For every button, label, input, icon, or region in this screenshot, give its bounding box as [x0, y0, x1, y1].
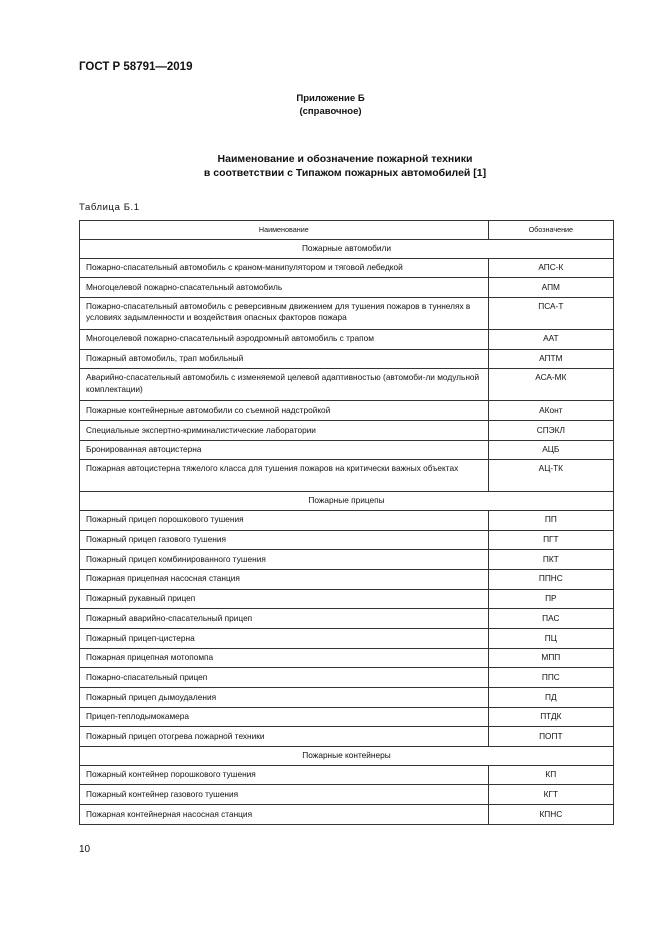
- equipment-code-cell: ПКТ: [488, 550, 613, 570]
- equipment-name-cell: Пожарный прицеп газового тушения: [80, 530, 489, 550]
- equipment-name-cell: Пожарно-спасательный автомобиль с реверсивным движением для тушения пожаров в туннелях в условиях задымленности и воздействия опасных факторов пожара: [80, 297, 489, 329]
- column-header-code: Обозначение: [488, 221, 613, 240]
- equipment-name-cell: Пожарная прицепная насосная станция: [80, 569, 489, 589]
- table-row: [80, 688, 614, 708]
- equipment-name-cell: Пожарный прицеп отогрева пожарной техники: [80, 727, 489, 747]
- table-row: [80, 765, 614, 785]
- table-row: [80, 297, 614, 329]
- equipment-name-cell: Прицеп-теплодымокамера: [80, 707, 489, 727]
- table-row: [80, 510, 614, 530]
- equipment-code-cell: ПСА-Т: [488, 297, 613, 329]
- equipment-name-cell: Пожарный автомобиль, трап мобильный: [80, 349, 489, 369]
- table-caption: Таблица Б.1: [79, 202, 140, 213]
- document-code: ГОСТ Р 58791—2019: [79, 61, 193, 73]
- table-row: [80, 369, 614, 401]
- table-row: [80, 804, 614, 824]
- equipment-table: [79, 220, 614, 825]
- equipment-code-cell: МПП: [488, 648, 613, 668]
- equipment-code-cell: КПНС: [488, 804, 613, 824]
- equipment-code-cell: КП: [488, 765, 613, 785]
- table-row: [80, 258, 614, 278]
- equipment-name-cell: Пожарная контейнерная насосная станция: [80, 804, 489, 824]
- page-title: [150, 152, 540, 180]
- table-section-row: [80, 492, 614, 511]
- section-title: Пожарные автомобили: [80, 240, 614, 259]
- equipment-name-cell: Пожарный прицеп комбинированного тушения: [80, 550, 489, 570]
- table-header-row: [80, 221, 614, 240]
- equipment-name-cell: Многоцелевой пожарно-спасательный автомобиль: [80, 278, 489, 298]
- equipment-name-cell: Пожарный контейнер порошкового тушения: [80, 765, 489, 785]
- equipment-name-cell: Пожарный прицеп дымоудаления: [80, 688, 489, 708]
- equipment-code-cell: ПОПТ: [488, 727, 613, 747]
- table-row: [80, 420, 614, 440]
- equipment-code-cell: АПТМ: [488, 349, 613, 369]
- equipment-name-cell: Пожарный контейнер газового тушения: [80, 785, 489, 805]
- equipment-name-cell: Специальные экспертно-криминалистические лаборатории: [80, 420, 489, 440]
- appendix-note: (справочное): [299, 106, 362, 117]
- equipment-code-cell: ПЦ: [488, 628, 613, 648]
- equipment-code-cell: ПГТ: [488, 530, 613, 550]
- table-row: [80, 278, 614, 298]
- table-row: [80, 648, 614, 668]
- equipment-name-cell: Бронированная автоцистерна: [80, 440, 489, 460]
- table-row: [80, 609, 614, 629]
- table-row: [80, 329, 614, 349]
- page-title-line-2: в соответствии с Типажом пожарных автомобилей [1]: [203, 167, 487, 179]
- table-row: [80, 727, 614, 747]
- equipment-code-cell: ААТ: [488, 329, 613, 349]
- equipment-code-cell: СПЭКЛ: [488, 420, 613, 440]
- table-section-row: [80, 747, 614, 766]
- equipment-code-cell: АСА-МК: [488, 369, 613, 401]
- equipment-code-cell: ПД: [488, 688, 613, 708]
- equipment-code-cell: АЦ-ТК: [488, 460, 613, 492]
- equipment-name-cell: Пожарный рукавный прицеп: [80, 589, 489, 609]
- table-row: [80, 569, 614, 589]
- table-row: [80, 440, 614, 460]
- page-title-line-1: Наименование и обозначение пожарной техники: [217, 153, 473, 165]
- column-header-name: Наименование: [80, 221, 489, 240]
- equipment-name-cell: Пожарная прицепная мотопомпа: [80, 648, 489, 668]
- equipment-name-cell: Пожарный аварийно-спасательный прицеп: [80, 609, 489, 629]
- equipment-name-cell: Пожарная автоцистерна тяжелого класса для тушения пожаров на критически важных объектах: [80, 460, 489, 492]
- equipment-name-cell: Пожарный прицеп-цистерна: [80, 628, 489, 648]
- equipment-name-cell: Многоцелевой пожарно-спасательный аэродромный автомобиль с трапом: [80, 329, 489, 349]
- equipment-code-cell: АПС-К: [488, 258, 613, 278]
- equipment-code-cell: ППНС: [488, 569, 613, 589]
- table-row: [80, 460, 614, 492]
- appendix-heading: [0, 92, 661, 118]
- table-row: [80, 628, 614, 648]
- table-row: [80, 785, 614, 805]
- table-row: [80, 668, 614, 688]
- equipment-code-cell: ПР: [488, 589, 613, 609]
- equipment-name-cell: Пожарно-спасательный прицеп: [80, 668, 489, 688]
- equipment-code-cell: ПП: [488, 510, 613, 530]
- equipment-name-cell: Аварийно-спасательный автомобиль с изменяемой целевой адаптивностью (автомоби-ли модульной комплектации): [80, 369, 489, 401]
- equipment-name-cell: Пожарные контейнерные автомобили со съемной надстройкой: [80, 401, 489, 421]
- equipment-name-cell: Пожарно-спасательный автомобиль с краном-манипулятором и тяговой лебедкой: [80, 258, 489, 278]
- equipment-code-cell: ППС: [488, 668, 613, 688]
- appendix-title: Приложение Б: [296, 93, 365, 104]
- section-title: Пожарные прицепы: [80, 492, 614, 511]
- equipment-name-cell: Пожарный прицеп порошкового тушения: [80, 510, 489, 530]
- table-section-row: [80, 240, 614, 259]
- table-row: [80, 401, 614, 421]
- equipment-code-cell: АПМ: [488, 278, 613, 298]
- equipment-code-cell: ПАС: [488, 609, 613, 629]
- equipment-code-cell: АКонт: [488, 401, 613, 421]
- table-row: [80, 550, 614, 570]
- table-row: [80, 589, 614, 609]
- table-row: [80, 349, 614, 369]
- section-title: Пожарные контейнеры: [80, 747, 614, 766]
- table-body: [80, 240, 614, 825]
- table-row: [80, 707, 614, 727]
- equipment-code-cell: АЦБ: [488, 440, 613, 460]
- table-row: [80, 530, 614, 550]
- page-number: 10: [79, 844, 91, 855]
- equipment-code-cell: ПТДК: [488, 707, 613, 727]
- equipment-code-cell: КГТ: [488, 785, 613, 805]
